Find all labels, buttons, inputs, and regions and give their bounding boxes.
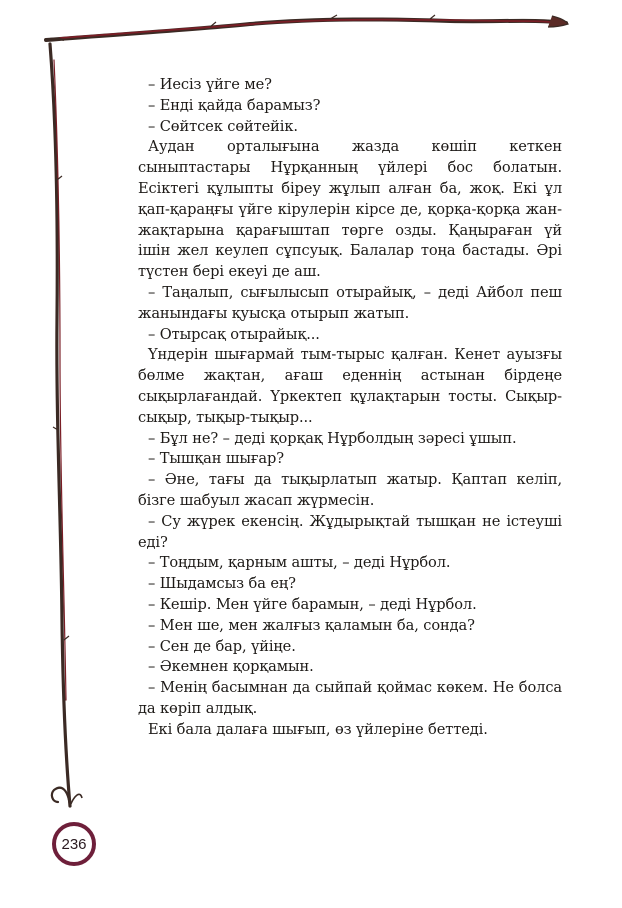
page-number: 236 — [61, 836, 87, 853]
paragraph: – Менің басымнан да сыйпай қоймас көкем. Не болса да көріп алдық. — [138, 679, 562, 717]
paragraph: – Су жүрек екенсің. Жұдырықтай тышқан не істеуші еді? — [138, 512, 562, 551]
paragraph: – Кешір. Мен үйге барамын, – деді Нұрбол. — [148, 595, 477, 613]
paragraph: – Әкемнен қорқамын. — [148, 658, 314, 676]
paragraph: Екі бала далаға шығып, өз үйлеріне беттеді. — [148, 720, 488, 738]
paragraph: – Енді қайда барамыз? — [148, 96, 321, 114]
paragraph: – Тышқан шығар? — [148, 450, 284, 468]
paragraph: – Бұл не? – деді қорқақ Нұрболдың зәресі ұшып. — [148, 429, 517, 447]
paragraph: – Шыдамсыз ба ең? — [148, 575, 296, 593]
paragraph: Аудан орталығына жазда көшіп кеткен сыныптастары Нұрқанның үйлері бос болатын. Есіктегі құлыпты біреу жұлып алған ба, жоқ. Екі ұл қап-қараңғы үйге кірулерін кірсе де, қорқа-қорқа жан-жақтарына қарағыштап төрге озды. Қаңыраған үй ішін жел кеулеп сұпсуық. Балалар тоңа бастады. Әрі түстен бері екеуі де аш. — [138, 138, 562, 281]
paragraph: – Тоңдым, қарным ашты, – деді Нұрбол. — [148, 554, 451, 572]
paragraph: – Мен ше, мен жалғыз қаламын ба, сонда? — [148, 616, 475, 634]
paragraph: – Сен де бар, үйіңе. — [148, 637, 296, 655]
paragraph: Үндерін шығармай тым-тырыс қалған. Кенет ауызғы бөлме жақтан, ағаш еденнің астынан бірдеңе сықырлағандай. Үркектеп құлақтарын тосты. Сықыр-сықыр, тықыр-тықыр... — [138, 346, 562, 426]
paragraph: – Иесіз үйге ме? — [148, 76, 272, 93]
left-branch-icon — [50, 44, 82, 806]
paragraph: – Әне, тағы да тықырлатып жатыр. Қаптап келіп, бізге шабуыл жасап жүрмесін. — [138, 471, 562, 509]
story-text — [138, 75, 562, 741]
paragraph: – Таңалып, сығылысып отырайық, – деді Айбол пеш жанындағы қуысқа отырып жатып. — [138, 283, 562, 322]
top-branch-icon — [46, 15, 568, 40]
paragraph: – Отырсақ отырайық... — [148, 325, 320, 343]
paragraph: – Сөйтсек сөйтейік. — [148, 117, 298, 135]
